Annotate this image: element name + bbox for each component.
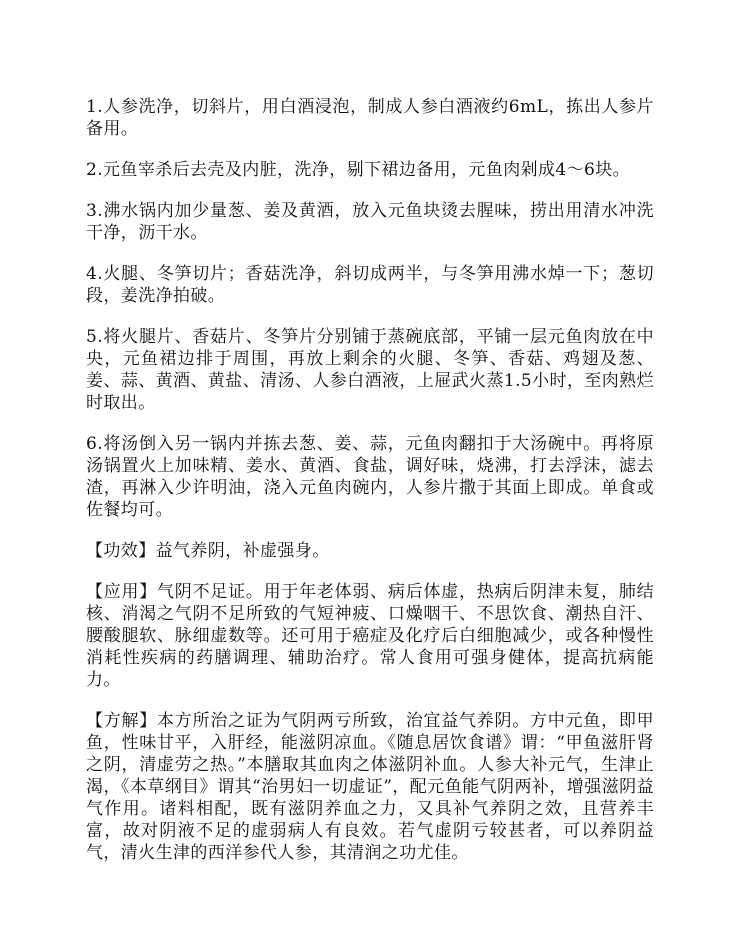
step-3-paragraph: 3.沸水锅内加少量葱、姜及黄酒，放入元鱼块烫去腥味，捞出用清水冲洗干净，沥干水。 <box>86 201 654 243</box>
efficacy-paragraph: 【功效】益气养阴，补虚强身。 <box>86 541 330 561</box>
formula-analysis-paragraph: 【方解】本方所治之证为气阴两亏所致，治宜益气养阴。方中元鱼，即甲鱼，性味甘平，入肝经，能滋阴凉血。《随息居饮食谱》谓：“甲鱼滋肝肾之阴，清虚劳之热。”本膳取其血肉之体滋阴补血。人参大补元气，生津止渴，《本草纲目》谓其“治男妇一切虚证”，配元鱼能气阴两补，增强滋阴益气作用。诸料相配，既有滋阴养血之力，又具补气养阴之效，且营养丰富，故对阴液不足的虚弱病人有良效。若气虚阴亏较甚者，可以养阴益气，清火生津的西洋参代人参，其清润之功尤佳。 <box>86 711 654 863</box>
step-1-paragraph: 1.人参洗净，切斜片，用白酒浸泡，制成人参白酒液约6mL，拣出人参片备用。 <box>86 97 654 139</box>
step-6-paragraph: 6.将汤倒入另一锅内并拣去葱、姜、蒜，元鱼肉翻扣于大汤碗中。再将原汤锅置火上加味精、姜水、黄酒、食盐，调好味，烧沸，打去浮沫，滤去渣，再淋入少许明油，浇入元鱼肉碗内，人参片撒于其面上即成。单食或佐餐均可。 <box>86 434 654 520</box>
document-page <box>86 96 654 883</box>
step-2-paragraph: 2.元鱼宰杀后去壳及内脏，洗净，剔下裙边备用，元鱼肉剁成4～6块。 <box>86 160 631 180</box>
step-4-paragraph: 4.火腿、冬笋切片；香菇洗净，斜切成两半，与冬笋用沸水焯一下；葱切段，姜洗净拍破。 <box>86 264 654 306</box>
step-5-paragraph: 5.将火腿片、香菇片、冬笋片分别铺于蒸碗底部，平铺一层元鱼肉放在中央，元鱼裙边排于周围，再放上剩余的火腿、冬笋、香菇、鸡翅及葱、姜、蒜、黄酒、黄盐、清汤、人参白酒液，上屉武火蒸1.5小时，至肉熟烂时取出。 <box>86 327 654 413</box>
application-paragraph: 【应用】气阴不足证。用于年老体弱、病后体虚，热病后阴津未复，肺结核、消渴之气阴不足所致的气短神疲、口燥咽干、不思饮食、潮热自汗、腰酸腿软、脉细虚数等。还可用于癌症及化疗后白细胞减少，或各种慢性消耗性疾病的药膳调理、辅助治疗。常人食用可强身健体，提高抗病能力。 <box>86 582 654 690</box>
